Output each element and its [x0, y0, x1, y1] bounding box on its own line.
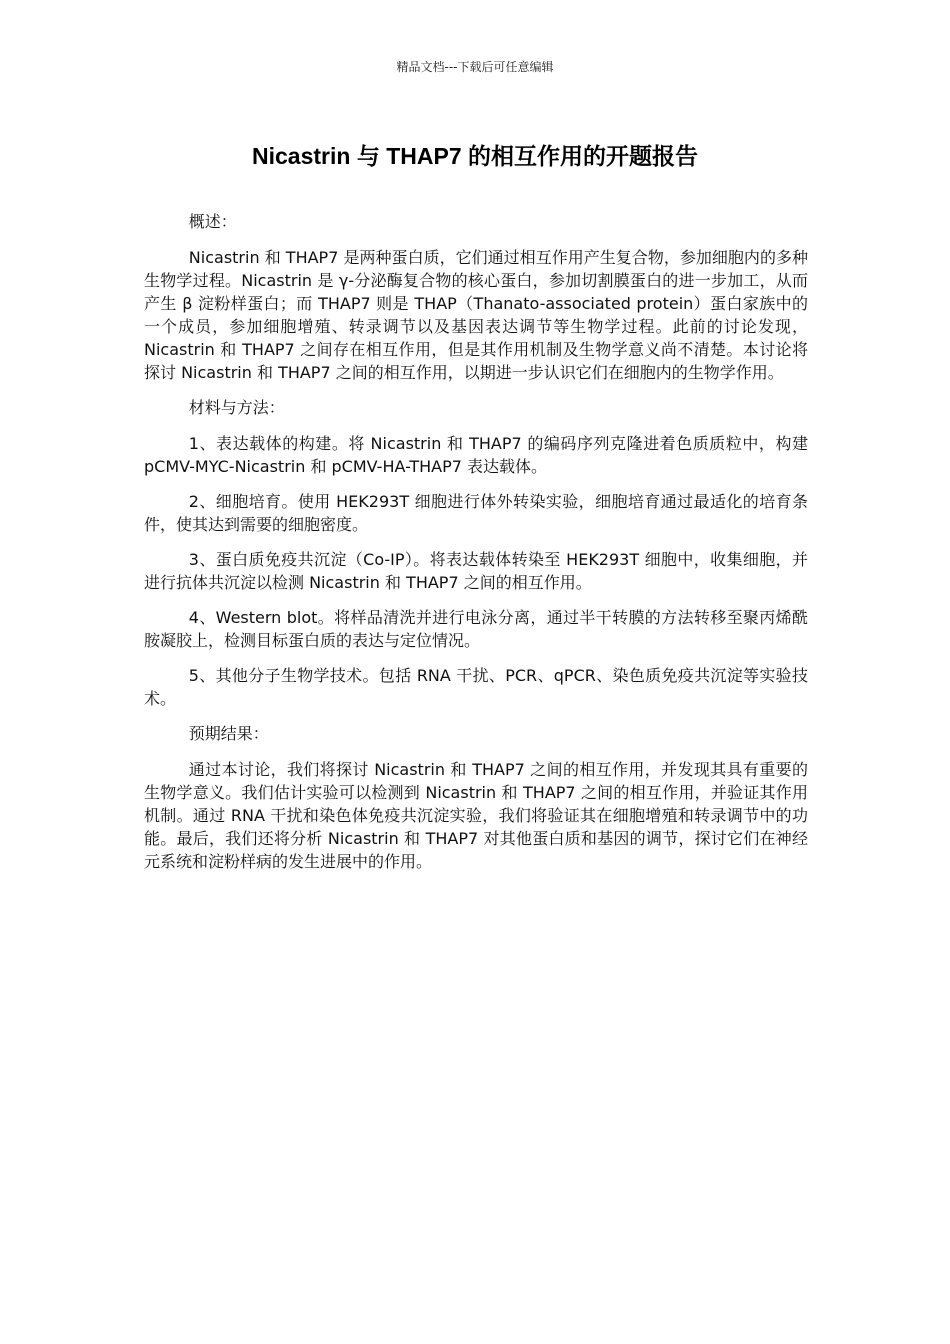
document-title: Nicastrin 与 THAP7 的相互作用的开题报告 [252, 143, 698, 169]
method-item-2: 2、细胞培育。使用 HEK293T 细胞进行体外转染实验，细胞培育通过最适化的培育条件，使其达到需要的细胞密度。 [144, 492, 808, 534]
method-item-1: 1、表达载体的构建。将 Nicastrin 和 THAP7 的编码序列克隆进着色质质粒中，构建 pCMV-MYC-Nicastrin 和 pCMV-HA-THAP7 表达载体。 [144, 434, 808, 476]
method-item-3: 3、蛋白质免疫共沉淀（Co-IP）。将表达载体转染至 HEK293T 细胞中，收集细胞，并进行抗体共沉淀以检测 Nicastrin 和 THAP7 之间的相互作用。 [144, 550, 808, 592]
overview-paragraph: Nicastrin 和 THAP7 是两种蛋白质，它们通过相互作用产生复合物，参加细胞内的多种生物学过程。Nicastrin 是 γ-分泌酶复合物的核心蛋白，参加切割膜蛋白的进一步加工，从而产生 β 淀粉样蛋白；而 THAP7 则是 THAP（Thanato-associated protein）蛋白家族中的一个成员，参加细胞增殖、转录调节以及基因表达调节等生物学过程。此前的讨论发现，Nicastrin 和 THAP7 之间存在相互作用，但是其作用机制及生物学意义尚不清楚。本讨论将探讨 Nicastrin 和 THAP7 之间的相互作用，以期进一步认识它们在细胞内的生物学作用。 [144, 248, 808, 382]
overview-heading: 概述： [188, 212, 237, 231]
results-paragraph: 通过本讨论，我们将探讨 Nicastrin 和 THAP7 之间的相互作用，并发现其具有重要的生物学意义。我们估计实验可以检测到 Nicastrin 和 THAP7 之间的相互作用，并验证其作用机制。通过 RNA 干扰和染色体免疫共沉淀实验，我们将验证其在细胞增殖和转录调节中的功能。最后，我们还将分析 Nicastrin 和 THAP7 对其他蛋白质和基因的调节，探讨它们在神经元系统和淀粉样病的发生进展中的作用。 [144, 760, 808, 871]
results-heading: 预期结果： [188, 724, 269, 743]
method-item-5: 5、其他分子生物学技术。包括 RNA 干扰、PCR、qPCR、染色质免疫共沉淀等实验技术。 [144, 666, 808, 708]
document-body [144, 210, 808, 885]
method-item-4: 4、Western blot。将样品清洗并进行电泳分离，通过半干转膜的方法转移至聚丙烯酰胺凝胶上，检测目标蛋白质的表达与定位情况。 [144, 608, 808, 650]
header-note: 精品文档---下载后可任意编辑 [396, 60, 554, 74]
methods-heading: 材料与方法： [188, 398, 285, 417]
